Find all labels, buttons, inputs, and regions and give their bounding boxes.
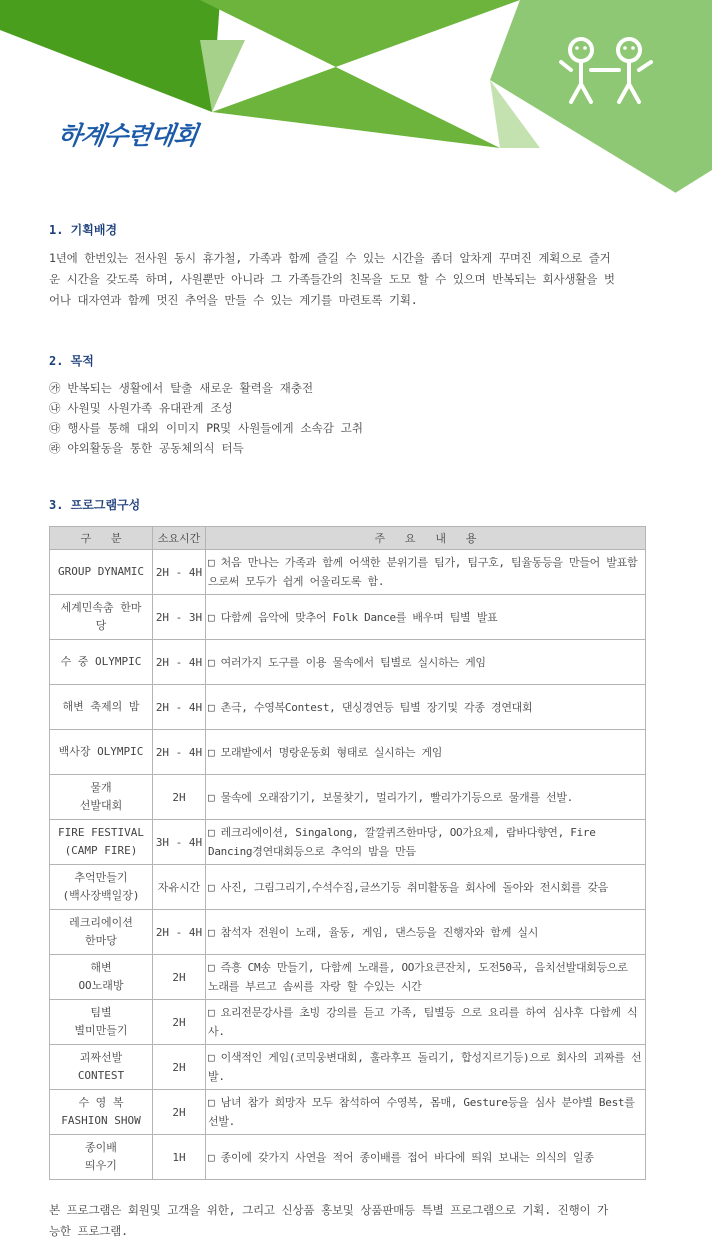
row-category-line: 해변 축제의 밤: [62, 700, 140, 713]
row-description: □ 촌극, 수영복Contest, 댄싱경연등 팀별 장기및 각종 경연대회: [206, 685, 646, 730]
row-time: 2H - 4H: [153, 910, 206, 955]
table-row: [50, 1045, 646, 1090]
row-category-line: 추억만들기: [74, 871, 128, 884]
table-header-row: [50, 527, 646, 550]
row-category: [50, 1090, 153, 1135]
row-description: □ 요리전문강사를 초빙 강의를 듣고 가족, 팀별등 으로 요리를 하여 심사후 다함께 식사.: [206, 1000, 646, 1045]
row-category-line: FIRE FESTIVAL: [57, 826, 145, 839]
row-description: □ 여러가지 도구를 이용 물속에서 팀별로 실시하는 게임: [206, 640, 646, 685]
row-description: □ 처음 만나는 가족과 함께 어색한 분위기를 팀가, 팀구호, 팀율동등을 만들어 발표함으로써 모두가 쉽게 어울리도록 함.: [206, 550, 646, 595]
section-title-background: 1. 기획배경: [49, 223, 118, 237]
row-category-line: 레크리에이션: [69, 916, 133, 929]
program-table-body: [50, 550, 646, 1180]
row-description: □ 사진, 그림그리기,수석수집,글쓰기등 취미활동을 회사에 돌아와 전시회를 갖음: [206, 865, 646, 910]
row-time: 1H: [153, 1135, 206, 1180]
footer-note: [49, 1200, 649, 1242]
row-category-line: 세계민속춤 한마: [60, 601, 142, 614]
row-category-line: 괴짜선발: [79, 1051, 123, 1064]
background-paragraph: [49, 248, 649, 311]
row-category: [50, 730, 153, 775]
row-category-line: 백사장 OLYMPIC: [58, 745, 144, 758]
row-category: [50, 820, 153, 865]
row-description: □ 모래밭에서 명랑운동회 형태로 실시하는 게임: [206, 730, 646, 775]
header-content: 주 요 내 용: [206, 527, 646, 550]
row-category-line: GROUP DYNAMIC: [57, 565, 145, 578]
row-category: [50, 865, 153, 910]
row-category-line: (CAMP FIRE): [64, 844, 138, 857]
row-time: 2H: [153, 955, 206, 1000]
row-description: □ 이색적인 게임(코믹웅변대회, 훌라후프 돌리기, 합성지르기등)으로 회사의 괴짜를 선발.: [206, 1045, 646, 1090]
row-category: [50, 640, 153, 685]
row-category: [50, 1135, 153, 1180]
row-description: □ 종이에 갖가지 사연을 적어 종이배를 접어 바다에 띄워 보내는 의식의 일종: [206, 1135, 646, 1180]
table-row: [50, 775, 646, 820]
row-category-line: (백사장백일장): [62, 889, 140, 902]
purpose-item: ㉱ 야외활동을 통한 공동체의식 터득: [49, 441, 244, 455]
row-description: □ 물속에 오래잠기기, 보물찾기, 멀리가기, 빨리가기등으로 물개를 선발.: [206, 775, 646, 820]
row-category-line: 물개: [90, 781, 112, 794]
background-line: 운 시간을 갖도록 하며, 사원뿐만 아니라 그 가족들간의 친목을 도모 할 수 있으며 반복되는 회사생활을 벗: [49, 272, 615, 286]
table-row: [50, 550, 646, 595]
table-row: [50, 685, 646, 730]
row-category-line: 당: [95, 619, 107, 632]
header-category: 구 분: [50, 527, 153, 550]
row-description: □ 다함께 음악에 맞추어 Folk Dance를 배우며 팀별 발표: [206, 595, 646, 640]
footer-line: 본 프로그램은 회원및 고객을 위한, 그리고 신상품 홍보및 상품판매등 특별 프로그램으로 기획. 진행이 가: [49, 1203, 609, 1217]
row-time: 2H: [153, 1090, 206, 1135]
program-table: [49, 526, 646, 1180]
row-category-line: FASHION SHOW: [61, 1114, 141, 1127]
row-time: 2H - 3H: [153, 595, 206, 640]
row-description: □ 남녀 참가 희망자 모두 참석하여 수영복, 몸매, Gesture등을 심사 분야별 Best를 선발.: [206, 1090, 646, 1135]
footer-line: 능한 프로그램.: [49, 1224, 128, 1238]
row-category-line: 수 중 OLYMPIC: [60, 655, 142, 668]
row-category-line: 팀별: [90, 1006, 112, 1019]
table-row: [50, 955, 646, 1000]
table-row: [50, 1000, 646, 1045]
table-row: [50, 1135, 646, 1180]
row-description: □ 레크리에이션, Singalong, 깔깔퀴즈한마당, OO가요제, 람바다향연, Fire Dancing경연대회등으로 추억의 밤을 만듬: [206, 820, 646, 865]
row-time: 2H - 4H: [153, 550, 206, 595]
background-line: 1년에 한번있는 전사원 동시 휴가철, 가족과 함께 즐길 수 있는 시간을 좀더 알차게 꾸며진 계획으로 즐거: [49, 251, 611, 265]
row-category: [50, 775, 153, 820]
row-category: [50, 685, 153, 730]
row-time: 2H - 4H: [153, 640, 206, 685]
row-category-line: 종이배: [85, 1141, 117, 1154]
background-line: 어나 대자연과 함께 멋진 추억을 만들 수 있는 계기를 마련토록 기획.: [49, 293, 418, 307]
table-row: [50, 865, 646, 910]
row-time: 2H: [153, 775, 206, 820]
row-time: 3H - 4H: [153, 820, 206, 865]
table-row: [50, 640, 646, 685]
section-title-purpose: 2. 목적: [49, 354, 94, 368]
row-time: 2H - 4H: [153, 730, 206, 775]
row-category: [50, 910, 153, 955]
row-category-line: 해변: [90, 961, 112, 974]
row-category-line: CONTEST: [77, 1069, 125, 1082]
purpose-item: ㉯ 사원및 사원가족 유대관계 조성: [49, 401, 233, 415]
row-category: [50, 550, 153, 595]
row-category-line: OO노래방: [78, 979, 124, 992]
row-time: 2H: [153, 1000, 206, 1045]
row-category-line: 선발대회: [79, 799, 123, 812]
row-category: [50, 1000, 153, 1045]
section-title-program: 3. 프로그램구성: [49, 498, 141, 512]
purpose-list: [49, 378, 363, 458]
row-description: □ 참석자 전원이 노래, 율동, 게임, 댄스등을 진행자와 함께 실시: [206, 910, 646, 955]
table-row: [50, 820, 646, 865]
table-row: [50, 910, 646, 955]
row-time: 자유시간: [153, 865, 206, 910]
row-category: [50, 955, 153, 1000]
gingerbread-people-icon: [553, 34, 663, 114]
table-row: [50, 730, 646, 775]
row-category: [50, 1045, 153, 1090]
row-category-line: 수 영 복: [78, 1096, 124, 1109]
row-description: □ 즉흥 CM송 만들기, 다함께 노래를, OO가요큰잔치, 도전50곡, 음치선발대회등으로 노래를 부르고 솜씨를 자랑 할 수있는 시간: [206, 955, 646, 1000]
table-row: [50, 595, 646, 640]
row-time: 2H - 4H: [153, 685, 206, 730]
row-time: 2H: [153, 1045, 206, 1090]
purpose-item: ㉰ 행사를 통해 대외 이미지 PR및 사원들에게 소속감 고취: [49, 421, 364, 435]
row-category-line: 한마당: [85, 934, 117, 947]
row-category-line: 띄우기: [85, 1159, 117, 1172]
purpose-item: ㉮ 반복되는 생활에서 탈출 새로운 활력을 재충전: [49, 381, 314, 395]
table-row: [50, 1090, 646, 1135]
row-category: [50, 595, 153, 640]
row-category-line: 별미만들기: [74, 1024, 128, 1037]
logo-title: 하계수련대회: [55, 121, 199, 150]
header-time: 소요시간: [153, 527, 206, 550]
header-banner: [0, 0, 712, 215]
